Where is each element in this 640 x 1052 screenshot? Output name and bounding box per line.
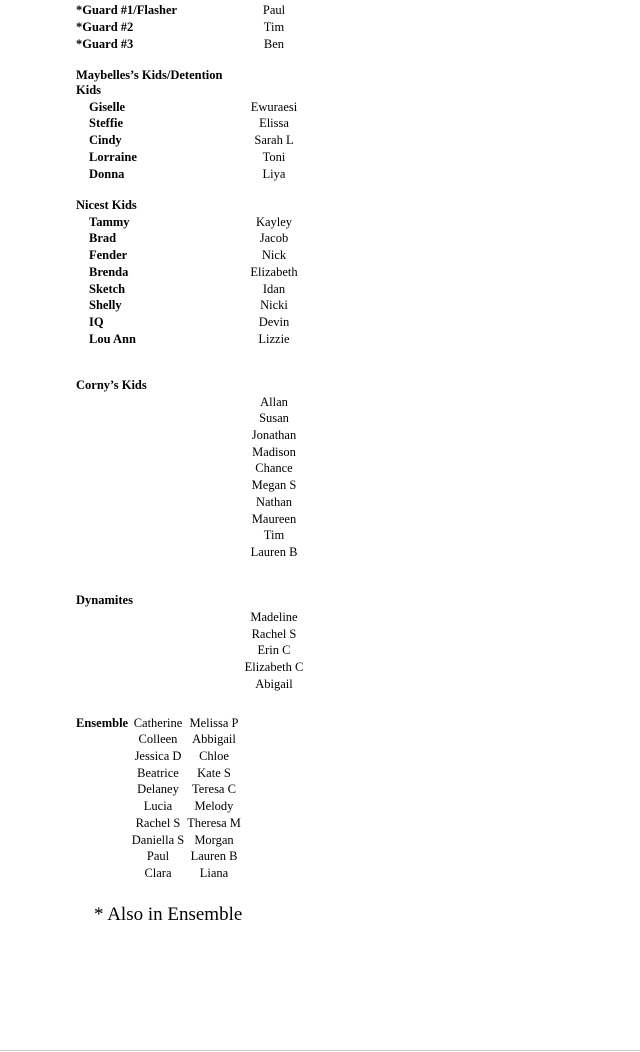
nicest-role: Brenda [89,265,129,279]
cornys-heading: Corny’s Kids [76,378,147,392]
nicest-role: Fender [89,248,128,262]
dynamites-name: Elizabeth C [244,660,304,674]
cornys-name: Madison [252,445,296,459]
guard-2-actor: Tim [263,20,285,34]
maybelles-role: Giselle [89,100,126,114]
maybelles-role: Steffie [89,116,124,130]
nicest-role: IQ [89,315,104,329]
cornys-name: Allan [260,395,288,409]
maybelles-role: Lorraine [89,150,137,164]
ensemble-name-col1: Paul [146,849,170,863]
cornys-name: Lauren B [250,545,298,559]
ensemble-name-col1: Lucia [143,799,173,813]
guard-3-actor: Ben [263,37,285,51]
maybelles-actor: Elissa [259,116,289,130]
nicest-role: Sketch [89,282,126,296]
ensemble-name-col1: Colleen [138,732,178,746]
ensemble-name-col2: Chloe [199,749,229,763]
ensemble-name-col2: Liana [199,866,229,880]
cornys-name: Tim [263,528,285,542]
cornys-name: Jonathan [251,428,297,442]
nicest-actor: Devin [258,315,290,329]
maybelles-actor: Ewuraesi [250,100,298,114]
maybelles-role: Cindy [89,133,122,147]
ensemble-name-col1: Jessica D [134,749,182,763]
ensemble-name-col2: Kate S [197,766,231,780]
ensemble-name-col2: Melissa P [189,716,239,730]
maybelles-actor: Sarah L [254,133,294,147]
ensemble-name-col2: Lauren B [190,849,238,863]
ensemble-name-col1: Rachel S [135,816,181,830]
nicest-role: Shelly [89,298,122,312]
ensemble-name-col2: Morgan [194,833,234,847]
page-bottom-divider [0,1050,640,1051]
ensemble-name-col1: Catherine [133,716,183,730]
maybelles-heading-cont: Kids [76,83,102,97]
cornys-name: Chance [255,461,293,475]
nicest-heading: Nicest Kids [76,198,137,212]
dynamites-name: Madeline [250,610,298,624]
nicest-role: Brad [89,231,117,245]
dynamites-name: Rachel S [251,627,297,641]
ensemble-footnote: * Also in Ensemble [94,904,243,925]
cornys-name: Susan [259,411,289,425]
ensemble-name-col2: Melody [194,799,234,813]
ensemble-name-col1: Beatrice [137,766,179,780]
nicest-actor: Nick [261,248,287,262]
ensemble-name-col1: Daniella S [131,833,185,847]
nicest-role: Lou Ann [89,332,136,346]
cornys-name: Nathan [255,495,293,509]
ensemble-name-col1: Clara [144,866,172,880]
dynamites-heading: Dynamites [76,593,133,607]
nicest-actor: Lizzie [258,332,290,346]
nicest-actor: Nicki [260,298,288,312]
nicest-actor: Jacob [259,231,289,245]
ensemble-name-col2: Abbigail [192,732,236,746]
ensemble-heading: Ensemble [76,716,129,730]
guard-2-role: *Guard #2 [76,20,134,34]
nicest-actor: Kayley [255,215,293,229]
ensemble-name-col2: Theresa M [187,816,241,830]
dynamites-name: Abigail [255,677,293,691]
maybelles-actor: Liya [262,167,286,181]
cornys-name: Maureen [251,512,297,526]
nicest-actor: Elizabeth [250,265,298,279]
ensemble-name-col1: Delaney [137,782,179,796]
guard-1-actor: Paul [262,3,286,17]
maybelles-actor: Toni [262,150,286,164]
dynamites-name: Erin C [257,643,291,657]
cornys-name: Megan S [251,478,297,492]
nicest-actor: Idan [262,282,286,296]
maybelles-role: Donna [89,167,125,181]
ensemble-name-col2: Teresa C [192,782,236,796]
maybelles-heading: Maybelles’s Kids/Detention [76,68,223,82]
guard-1-role: *Guard #1/Flasher [76,3,178,17]
nicest-role: Tammy [89,215,130,229]
guard-3-role: *Guard #3 [76,37,134,51]
